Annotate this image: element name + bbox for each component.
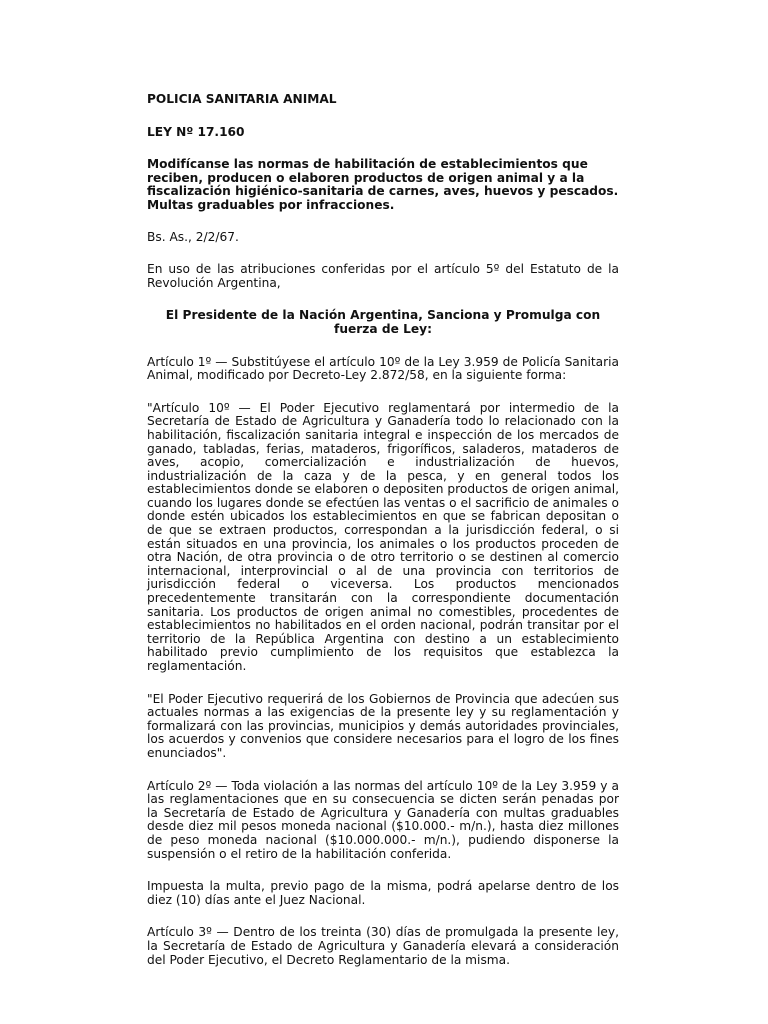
enacting-clause: El Presidente de la Nación Argentina, Sanciona y Promulga con fuerza de Ley:	[165, 308, 601, 336]
article-2: Artículo 2º — Toda violación a las normas del artículo 10º de la Ley 3.959 y a las reglamentaciones que en su consecuencia se dicten serán penadas por la Secretaría de Estado de Agricultura y Ganadería con multas graduables desde diez mil pesos moneda nacional ($10.000.- m/n.), hasta diez millones de peso moneda nacional ($10.000.000.- m/n.), pudiendo disponerse la suspensión o el retiro de la habilitación conferida.	[147, 778, 619, 861]
law-summary: Modifícanse las normas de habilitación de establecimientos que reciben, producen o elaboren productos de origen animal y a la fiscalización higiénico-sanitaria de carnes, aves, huevos y pescados. Multas graduables por infracciones.	[147, 157, 619, 212]
law-number: LEY Nº 17.160	[147, 124, 245, 139]
appeal-paragraph: Impuesta la multa, previo pago de la misma, podrá apelarse dentro de los diez (10) días ante el Juez Nacional.	[147, 879, 619, 907]
article-10-continuation: "El Poder Ejecutivo requerirá de los Gobiernos de Provincia que adecúen sus actuales normas a las exigencias de la presente ley y su reglamentación y formalizará con las provincias, municipios y demás autoridades provinciales, los acuerdos y convenios que considere necesarios para el logro de los fines enunciados".	[147, 691, 619, 760]
article-3: Artículo 3º — Dentro de los treinta (30) días de promulgada la presente ley, la Secretaría de Estado de Agricultura y Ganadería elevará a consideración del Poder Ejecutivo, el Decreto Reglamentario de la misma.	[147, 925, 619, 967]
article-10-text: "Artículo 10º — El Poder Ejecutivo reglamentará por intermedio de la Secretaría de Estado de Agricultura y Ganadería todo lo relacionado con la habilitación, fiscalización sanitaria integral e inspección de los mercados de ganado, tabladas, ferias, mataderos, frigoríficos, saladeros, mataderos de aves, acopio, comercialización e industrialización de huevos, industrialización de la caza y de la pesca, y en general todos los establecimientos donde se elaboren o depositen productos de origen animal, cuando los lugares donde se efectúen las ventas o el sacrificio de animales o donde estén ubicados los establecimientos en que se fabrican depositan o de que se extraen productos, correspondan a la jurisdicción federal, o si están situados en una provincia, los animales o los productos proceden de otra Nación, de otra provincia o de otro territorio o se destinen al comercio internacional, interprovincial o al de una provincia con territorios de jurisdicción federal o viceversa. Los productos mencionados precedentemente transitarán con la correspondiente documentación sanitaria. Los productos de origen animal no comestibles, procedentes de establecimientos no habilitados en el orden nacional, podrán transitar por el territorio de la República Argentina con destino a un establecimiento habilitado previo cumplimiento de los requisitos que establezca la reglamentación.	[147, 400, 619, 673]
document-page	[147, 93, 619, 967]
article-1: Artículo 1º — Substitúyese el artículo 10º de la Ley 3.959 de Policía Sanitaria Animal, modificado por Decreto-Ley 2.872/58, en la siguiente forma:	[147, 354, 619, 383]
preamble: En uso de las atribuciones conferidas por el artículo 5º del Estatuto de la Revolución Argentina,	[147, 262, 619, 290]
document-title: POLICIA SANITARIA ANIMAL	[147, 92, 337, 106]
promulgation-date: Bs. As., 2/2/67.	[147, 229, 239, 244]
